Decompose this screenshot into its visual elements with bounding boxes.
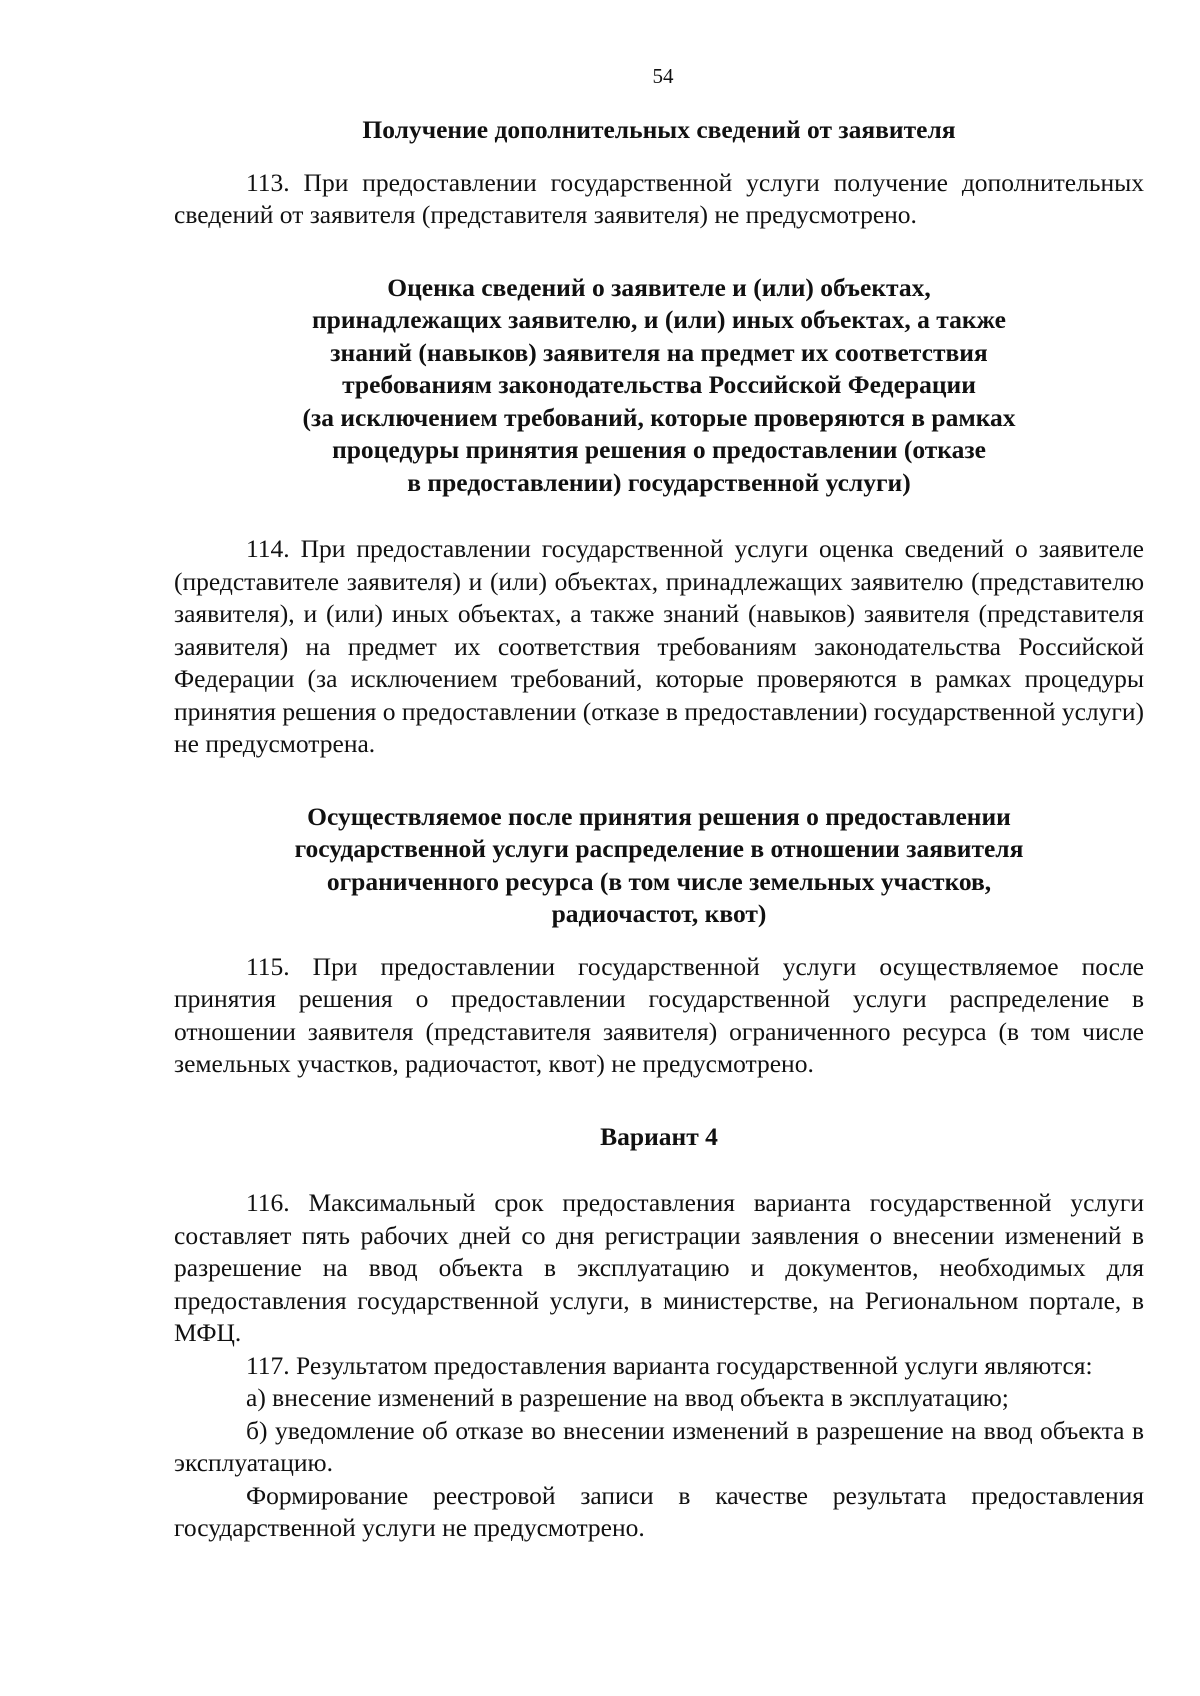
section-heading-variant-4: Вариант 4 <box>600 1121 718 1151</box>
heading-line: ограниченного ресурса (в том числе земельных участков, <box>326 866 992 896</box>
heading-line: требованиям законодательства Российской Федерации <box>342 370 976 399</box>
document-page <box>174 62 1144 1545</box>
heading-line: процедуры принятия решения о предоставлении (отказе <box>332 435 986 464</box>
list-item-a: а) внесение изменений в разрешение на ввод объекта в эксплуатацию; <box>246 1383 1009 1412</box>
heading-line: Осуществляемое после принятия решения о предоставлении <box>307 801 1011 831</box>
paragraph-113: 113. При предоставлении государственной услуги получение дополнительных сведений от заявителя (представителя заявителя) не предусмотрено. <box>174 167 1144 229</box>
heading-line: Оценка сведений о заявителе и (или) объектах, <box>387 272 931 302</box>
page-number: 54 <box>652 64 674 88</box>
paragraph-116: 116. Максимальный срок предоставления варианта государственной услуги составляет пять рабочих дней со дня регистрации заявления о внесении изменений в разрешение на ввод объекта в эксплуатацию и документов, необходимых для предоставления государственной услуги, в министерстве, на Региональном портале, в МФЦ. <box>174 1188 1144 1347</box>
paragraph-115: 115. При предоставлении государственной услуги осуществляемое после принятия решения о предоставлении государственной услуги распределение в отношении заявителя (представителя заявителя) ограниченного ресурса (в том числе земельных участков, радиочастот, квот) не предусмотрено. <box>174 951 1144 1078</box>
heading-line: (за исключением требований, которые проверяются в рамках <box>302 402 1016 432</box>
paragraph-117: 117. Результатом предоставления варианта государственной услуги являются: <box>246 1350 1093 1380</box>
section-heading-additional-info: Получение дополнительных сведений от заявителя <box>362 115 956 144</box>
section-heading-applicant-evaluation <box>174 272 1144 500</box>
heading-line: радиочастот, квот) <box>551 899 767 928</box>
section-heading-resource-distribution <box>174 801 1144 931</box>
heading-line: принадлежащих заявителю, и (или) иных объектах, а также <box>311 305 1006 334</box>
paragraph-registry-record: Формирование реестровой записи в качестве результата предоставления государственной услуги не предусмотрено. <box>174 1480 1144 1542</box>
list-item-b: б) уведомление об отказе во внесении изменений в разрешение на ввод объекта в эксплуатацию. <box>174 1415 1144 1477</box>
heading-line: в предоставлении) государственной услуги) <box>407 467 911 497</box>
paragraph-114: 114. При предоставлении государственной услуги оценка сведений о заявителе (представителе заявителя) и (или) объектах, принадлежащих заявителю (представителю заявителя), и (или) иных объектах, а также знаний (навыков) заявителя (представителя заявителя) на предмет их соответствия требованиям законодательства Российской Федерации (за исключением требований, которые проверяются в рамках процедуры принятия решения о предоставлении (отказе в предоставлении) государственной услуги) не предусмотрена. <box>174 534 1144 758</box>
heading-line: знаний (навыков) заявителя на предмет их соответствия <box>330 337 988 367</box>
heading-line: государственной услуги распределение в отношении заявителя <box>294 834 1024 863</box>
